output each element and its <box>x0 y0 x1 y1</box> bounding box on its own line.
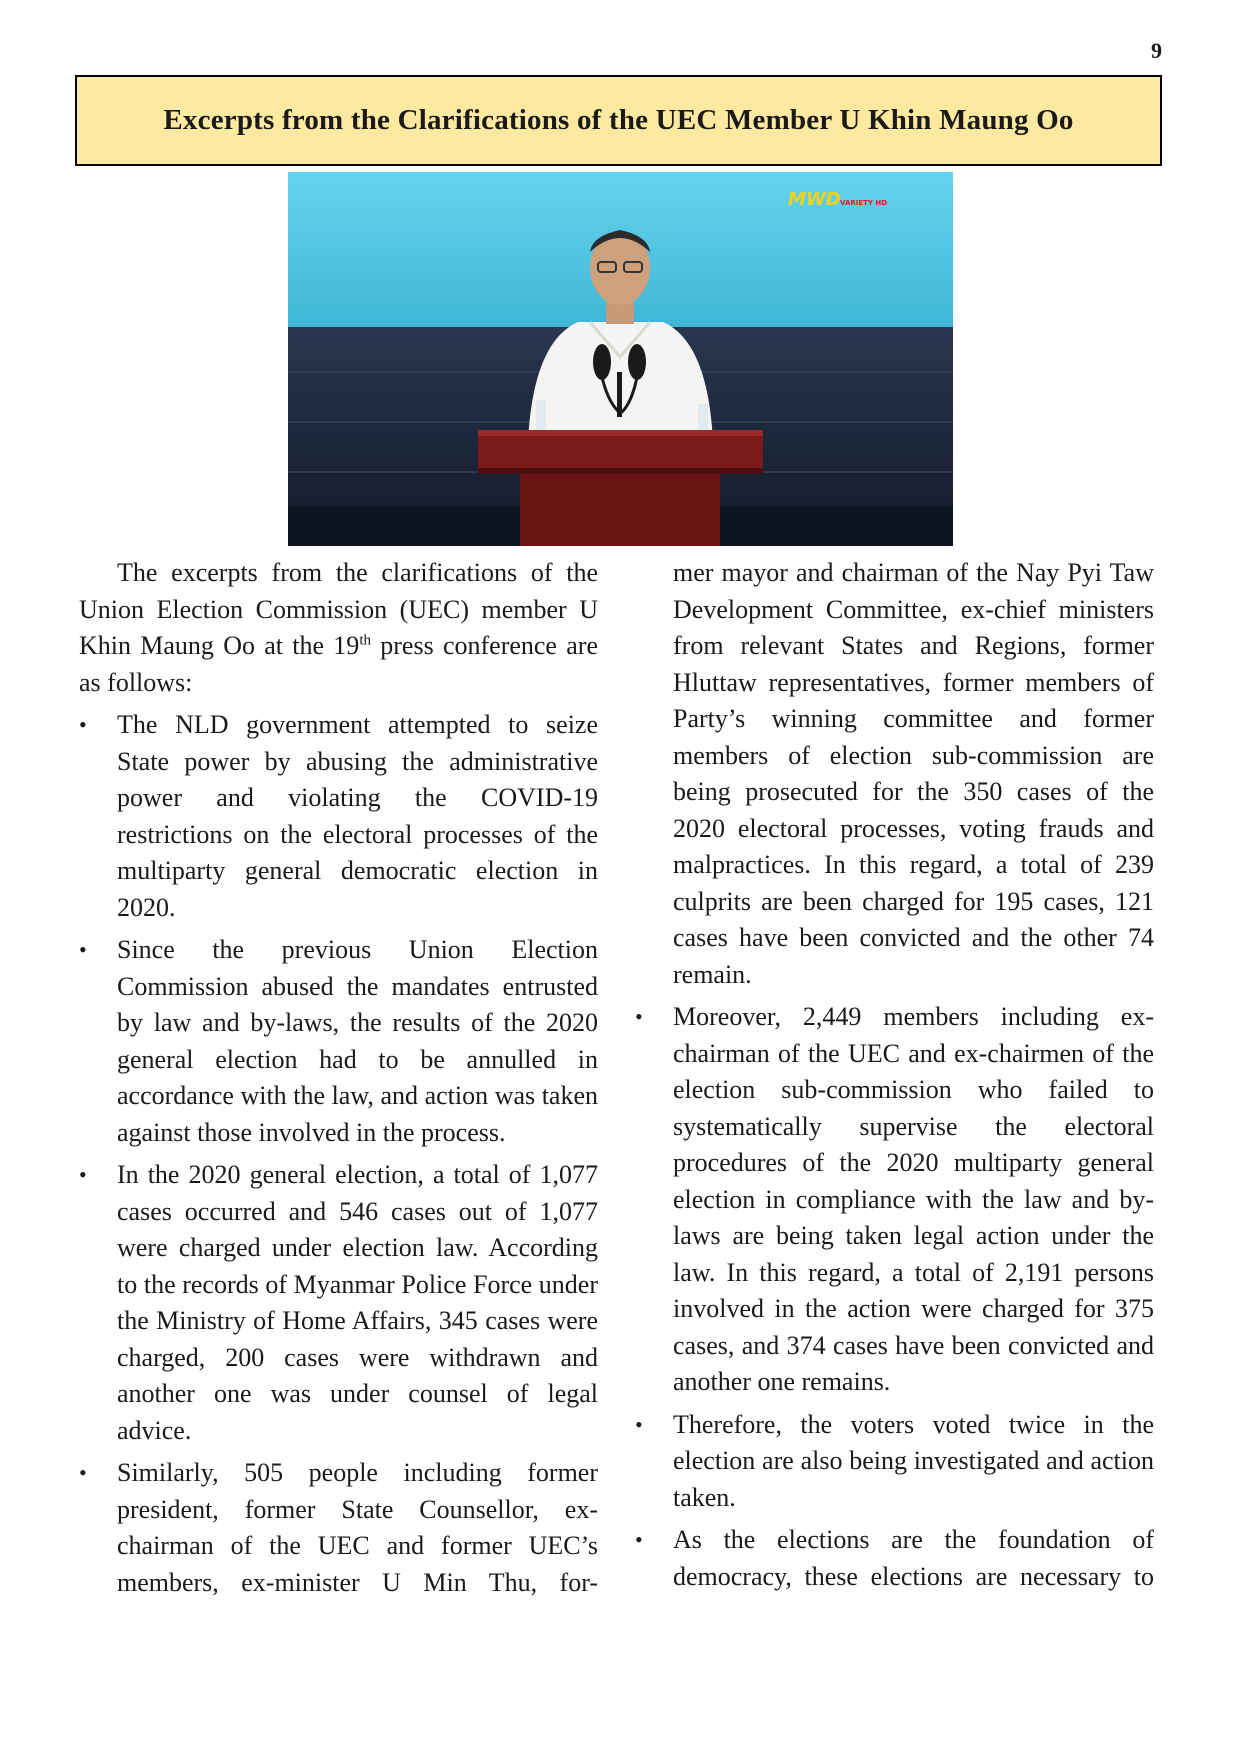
title-banner <box>75 75 1162 166</box>
list-item: • Moreover, 2,449 members including ex-chairman of the UEC and ex-chairmen of the election sub-commission who failed to systematically supervise the electoral procedures of the 2020 multiparty general election in compliance with the law and by-laws are being taken legal action under the law. In this regard, a total of 2,191 persons involved in the action were charged for 375 cases, and 374 cases have been convicted and another one remains. <box>635 999 1154 1401</box>
continued-paragraph: mer mayor and chairman of the Nay Pyi Taw Development Committee, ex-chief ministers from relevant States and Regions, former Hluttaw representatives, former members of Party’s winning committee and former members of election sub-commission are being prosecuted for the 350 cases of the 2020 electoral processes, voting frauds and malpractices. In this regard, a total of 239 culprits are been charged for 195 cases, 121 cases have been convicted and the other 74 remain. <box>673 558 1154 989</box>
list-item: • Since the previous Union Election Commission abused the mandates entrusted by law and by-laws, the results of the 2020 general election had to be annulled in accordance with the law, and action was taken against those involved in the process. <box>79 932 598 1151</box>
press-conference-photo <box>288 172 953 546</box>
list-item: • The NLD government attempted to seize State power by abusing the administrative power and violating the COVID-19 restrictions on the electoral processes of the multiparty general democratic election in 2020. <box>79 707 598 926</box>
page-title: Excerpts from the Clarifications of the UEC Member U Khin Maung Oo <box>163 104 1074 136</box>
right-bullet-list <box>635 999 1154 1595</box>
list-item: • In the 2020 general election, a total of 1,077 cases occurred and 546 cases out of 1,077 were charged under election law. According to the records of Myanmar Police Force under the Ministry of Home Affairs, 345 cases were charged, 200 cases were withdrawn and another one was under counsel of legal advice. <box>79 1157 598 1449</box>
right-column <box>635 555 1154 1601</box>
page-number: 9 <box>1151 38 1162 63</box>
svg-text:VARIETY HD: VARIETY HD <box>840 199 888 207</box>
left-bullet-list <box>79 707 598 1601</box>
svg-text:MWD: MWD <box>788 189 841 210</box>
list-item: • As the elections are the foundation of democracy, these elections are necessary to <box>635 1522 1154 1595</box>
intro-paragraph: The excerpts from the clarifications of the Union Election Commission (UEC) member U Khin Maung Oo at the 19th press conference are as follows: <box>79 558 598 697</box>
list-item: • Therefore, the voters voted twice in the election are also being investigated and action taken. <box>635 1407 1154 1517</box>
list-item: • Similarly, 505 people including former president, former State Counsellor, ex-chairman of the UEC and former UEC’s members, ex-minister U Min Thu, for- <box>79 1455 598 1601</box>
left-column <box>79 555 598 1607</box>
